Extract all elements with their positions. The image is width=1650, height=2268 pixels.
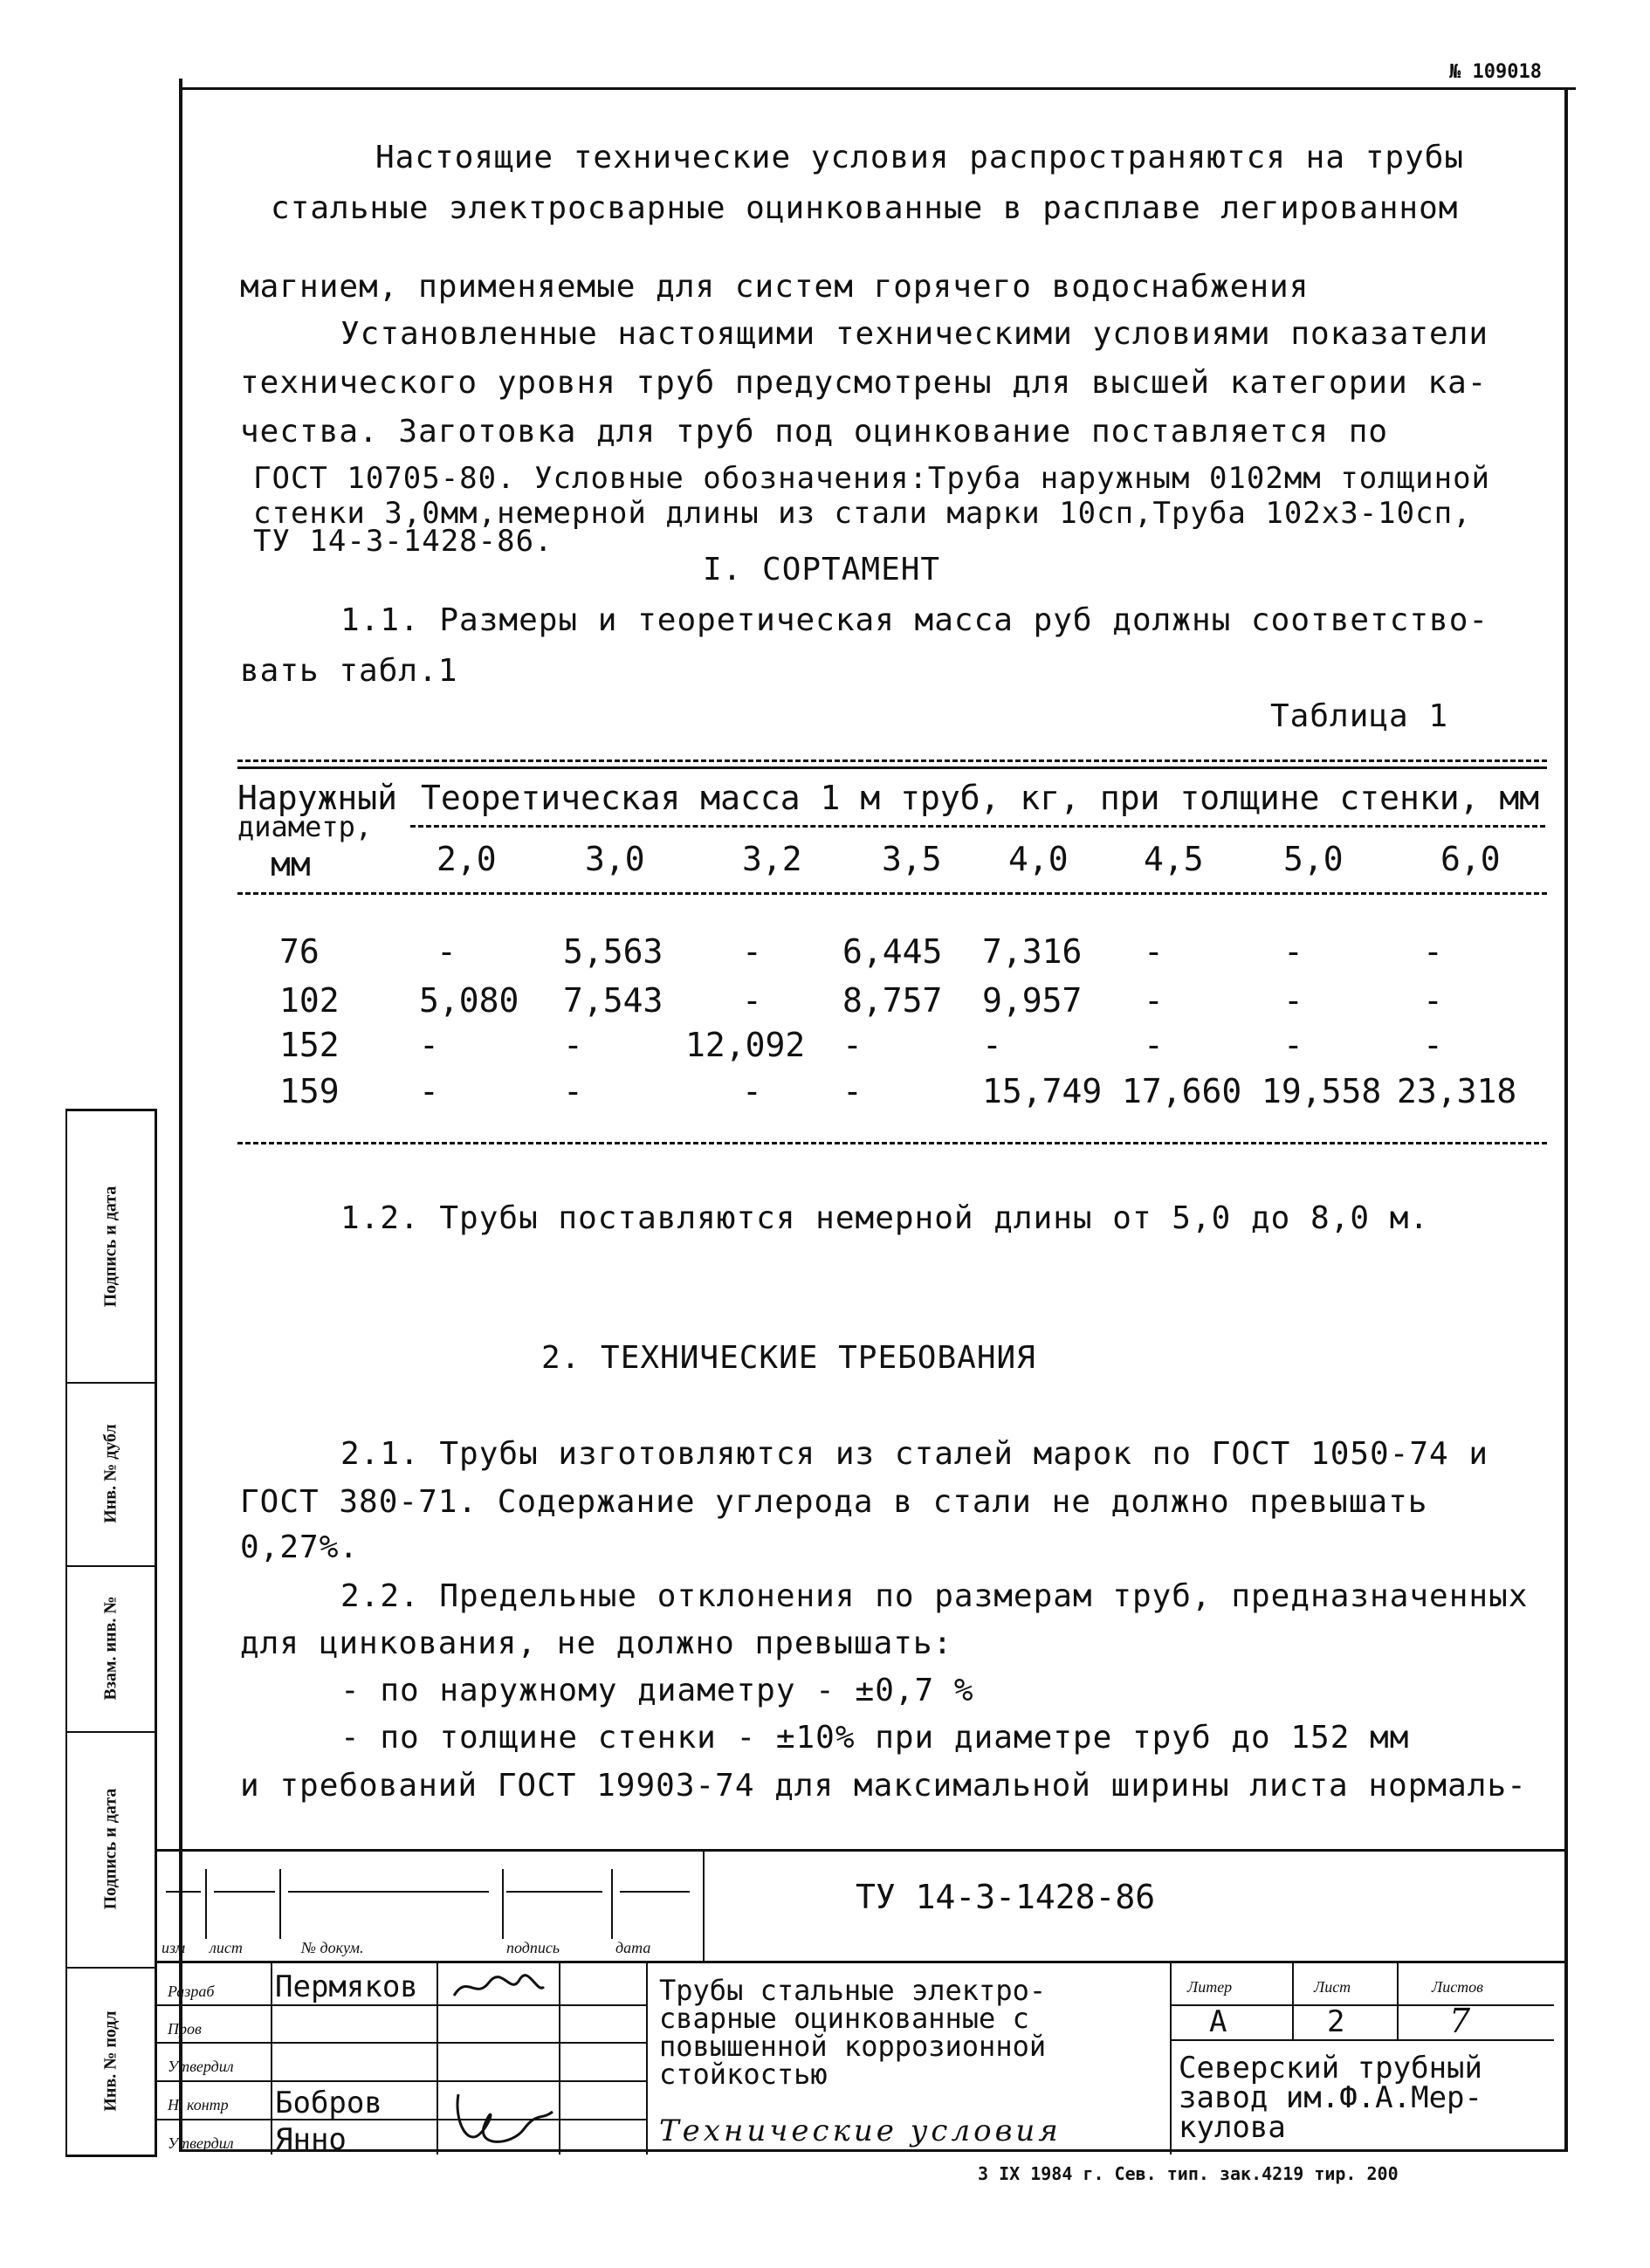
signature-mark — [450, 1969, 546, 2004]
thickness-header: 2,0 — [437, 840, 497, 878]
sign-row-line — [157, 2042, 646, 2044]
stamp-name: Бобров — [275, 2086, 382, 2120]
table-cell: - — [1144, 932, 1164, 971]
paragraph-1-1-line-1: 1.1. Размеры и теоретическая масса руб должны соответство- — [340, 602, 1489, 638]
rev-col-line — [611, 1869, 613, 1939]
stamp-divider — [559, 1963, 560, 2155]
sheet-label: Лист — [1314, 1978, 1351, 1996]
intro-line-5: технического уровня труб предусмотрены для высшей категории ка- — [240, 365, 1488, 401]
table-cell: - — [1423, 1026, 1443, 1064]
table-cell-diameter: 152 — [279, 1026, 340, 1064]
table-header-span: Теоретическая масса 1 м труб, кг, при толщине стенки, мм — [421, 779, 1540, 817]
sheets-label: Листов — [1432, 1978, 1483, 1996]
paragraph-2-2-line-3: - по наружному диаметру - ±0,7 % — [340, 1673, 974, 1708]
table-bottom-rule — [237, 1142, 1547, 1144]
stamp-role: Разраб — [168, 1983, 215, 2000]
table-cell: 17,660 — [1122, 1072, 1242, 1110]
liter-label: Литер — [1187, 1978, 1233, 1996]
side-cell — [67, 1382, 155, 1567]
organization-line: Северский трубный — [1179, 2051, 1482, 2086]
table-cell: - — [742, 981, 762, 1020]
table-cell: 7,543 — [563, 981, 663, 1020]
intro-line-4: Установленные настоящими техническими условиями показатели — [340, 316, 1489, 352]
table-cell: 15,749 — [982, 1072, 1103, 1110]
table-cell: - — [1423, 932, 1443, 971]
liter-col-line — [1397, 1963, 1399, 2039]
intro-line-2: стальные электросварные оцинкованные в расплаве легированном — [271, 190, 1459, 226]
document-code: ТУ 14-3-1428-86 — [856, 1878, 1156, 1916]
rev-dash — [288, 1891, 489, 1893]
paragraph-2-2-line-1: 2.2. Предельные отклонения по размерам труб, предназначенных — [340, 1578, 1529, 1614]
side-label-column — [65, 1109, 157, 2157]
rev-header: № докум. — [301, 1939, 364, 1956]
paragraph-2-1-line-3: 0,27%. — [240, 1529, 360, 1565]
table-cell: - — [1144, 981, 1164, 1020]
rev-header: изм — [162, 1939, 186, 1956]
table-cell: 12,092 — [685, 1026, 806, 1064]
rev-col-line — [279, 1869, 281, 1939]
section-1-heading: I. СОРТАМЕНТ — [703, 552, 941, 588]
thickness-header: 3,5 — [882, 840, 942, 878]
title-block — [157, 1849, 1567, 2155]
intro-line-7: ГОСТ 10705-80. Условные обозначения:Труба наружным 0102мм толщиной — [253, 461, 1491, 496]
table-cell: 9,957 — [982, 981, 1083, 1020]
stamp-role: Утвердил — [168, 2058, 234, 2075]
rev-header: подпись — [506, 1939, 560, 1956]
table-top-rule-2 — [237, 766, 1547, 769]
rev-dash — [166, 1891, 201, 1893]
stamp-divider — [646, 1963, 648, 2155]
side-label: Подпись и дата — [100, 1788, 120, 1910]
liter-value: А — [1209, 2004, 1227, 2039]
organization-line: кулова — [1179, 2110, 1286, 2145]
signature-mark — [450, 2086, 554, 2155]
table-cell: 23,318 — [1397, 1072, 1517, 1110]
table-header-diameter-line-1: Наружный — [237, 779, 398, 817]
rev-col-line — [502, 1869, 504, 1939]
sheet-value: 2 — [1327, 2004, 1345, 2039]
title-handwritten: Технические условия — [659, 2113, 1062, 2148]
stamp-divider — [437, 1963, 438, 2155]
side-label: Инв. № подл — [100, 2010, 120, 2112]
stamp-name: Янно — [275, 2122, 347, 2157]
table-cell: 7,316 — [982, 932, 1083, 971]
side-cell — [67, 1731, 155, 1969]
stamp-divider — [703, 1852, 705, 1961]
liter-col-line — [1292, 1963, 1294, 2039]
side-label: Подпись и дата — [100, 1186, 120, 1308]
table-cell: - — [419, 1072, 439, 1110]
side-label: Взам. инв. № — [100, 1596, 120, 1701]
table-header-span-rule — [410, 825, 1545, 828]
sign-row-line — [157, 2004, 646, 2006]
thickness-header: 4,0 — [1008, 840, 1069, 878]
paragraph-2-1-line-2: ГОСТ 380-71. Содержание углерода в стали не должно превышать — [240, 1484, 1428, 1520]
rev-dash — [506, 1891, 602, 1893]
table-top-rule — [237, 759, 1547, 762]
rev-header: лист — [210, 1939, 243, 1956]
table-cell: 5,563 — [563, 932, 663, 971]
stamp-divider — [1170, 1963, 1172, 2155]
paragraph-2-2-line-2: для цинкования, не должно превышать: — [240, 1625, 953, 1661]
table-cell-diameter: 159 — [279, 1072, 340, 1110]
table-cell-diameter: 102 — [279, 981, 340, 1020]
table-cell: - — [1144, 1026, 1164, 1064]
rev-col-line — [205, 1869, 207, 1939]
stamp-role: Н. контр — [168, 2096, 229, 2113]
table-header-diameter-line-2: диаметр, — [237, 810, 373, 843]
table-cell: - — [563, 1026, 583, 1064]
table-header-bottom-rule — [237, 892, 1547, 895]
title-line: повышенной коррозионной — [659, 2030, 1047, 2063]
rev-header: дата — [615, 1939, 651, 1956]
liter-line — [1170, 2039, 1554, 2041]
table-cell: - — [982, 1026, 1002, 1064]
organization-line: завод им.Ф.А.Мер- — [1179, 2080, 1482, 2115]
table-cell: 19,558 — [1262, 1072, 1382, 1110]
table-cell: 8,757 — [842, 981, 943, 1020]
stamp-name: Пермяков — [275, 1969, 418, 2004]
side-cell — [67, 1967, 155, 2155]
sheets-value: 7 — [1449, 2002, 1471, 2040]
frame-left-border — [179, 79, 182, 2152]
frame-right-border — [1564, 87, 1568, 2152]
stamp-role: Утвердил — [168, 2134, 234, 2152]
title-line: стойкостью — [659, 2058, 828, 2091]
liter-line — [1170, 2004, 1554, 2006]
thickness-header: 3,0 — [585, 840, 645, 878]
thickness-header: 6,0 — [1440, 840, 1501, 878]
table-cell: - — [563, 1072, 583, 1110]
paragraph-1-2: 1.2. Трубы поставляются немерной длины от 5,0 до 8,0 м. — [340, 1200, 1430, 1236]
frame-top-border — [179, 87, 1576, 90]
thickness-header: 3,2 — [742, 840, 802, 878]
side-label: Инв. № дубл — [100, 1424, 120, 1523]
side-cell — [67, 1565, 155, 1733]
table-cell: - — [437, 932, 457, 971]
rev-dash — [214, 1891, 275, 1893]
table-cell: - — [842, 1026, 863, 1064]
stamp-divider — [157, 1961, 1567, 1963]
side-cell — [67, 1111, 155, 1384]
table-caption: Таблица 1 — [1270, 698, 1449, 734]
paragraph-2-2-line-5: и требований ГОСТ 19903-74 для максимальной ширины листа нормаль- — [240, 1768, 1527, 1804]
section-2-heading: 2. ТЕХНИЧЕСКИЕ ТРЕБОВАНИЯ — [541, 1340, 1036, 1376]
table-header-diameter-line-3: мм — [271, 845, 311, 883]
table-cell: - — [1283, 1026, 1303, 1064]
table-cell: 6,445 — [842, 932, 943, 971]
paragraph-2-2-line-4: - по толщине стенки - ±10% при диаметре труб до 152 мм — [340, 1720, 1410, 1756]
intro-line-1: Настоящие технические условия распространяются на трубы — [375, 140, 1465, 175]
rev-dash — [620, 1891, 690, 1893]
sign-row-line — [157, 2080, 646, 2082]
thickness-header: 5,0 — [1283, 840, 1344, 878]
table-cell: - — [1423, 981, 1443, 1020]
table-cell-diameter: 76 — [279, 932, 320, 971]
document-number: № 109018 — [1449, 61, 1542, 83]
table-cell: - — [842, 1072, 863, 1110]
stamp-divider — [271, 1963, 272, 2155]
intro-line-6: чества. Заготовка для труб под оцинкование поставляется по — [240, 414, 1389, 450]
intro-line-3: магнием, применяемые для систем горячего водоснабжения — [240, 269, 1310, 305]
table-cell: - — [1283, 932, 1303, 971]
table-cell: 5,080 — [419, 981, 519, 1020]
print-footer: 3 IX 1984 г. Сев. тип. зак.4219 тир. 200 — [978, 2163, 1399, 2184]
table-cell: - — [419, 1026, 439, 1064]
intro-line-8: стенки 3,0мм,немерной длины из стали марки 10сп,Труба 102х3-10сп, — [253, 496, 1472, 531]
title-line: сварные оцинкованные с — [659, 2002, 1029, 2035]
intro-line-9: ТУ 14-3-1428-86. — [253, 524, 553, 559]
table-cell: - — [742, 1072, 762, 1110]
title-line: Трубы стальные электро- — [659, 1974, 1047, 2007]
table-cell: - — [742, 932, 762, 971]
table-cell: - — [1283, 981, 1303, 1020]
stamp-role: Пров — [168, 2020, 202, 2038]
thickness-header: 4,5 — [1144, 840, 1204, 878]
paragraph-2-1-line-1: 2.1. Трубы изготовляются из сталей марок по ГОСТ 1050-74 и — [340, 1436, 1489, 1472]
paragraph-1-1-line-2: вать табл.1 — [240, 653, 458, 689]
sign-row-line — [157, 2119, 646, 2120]
